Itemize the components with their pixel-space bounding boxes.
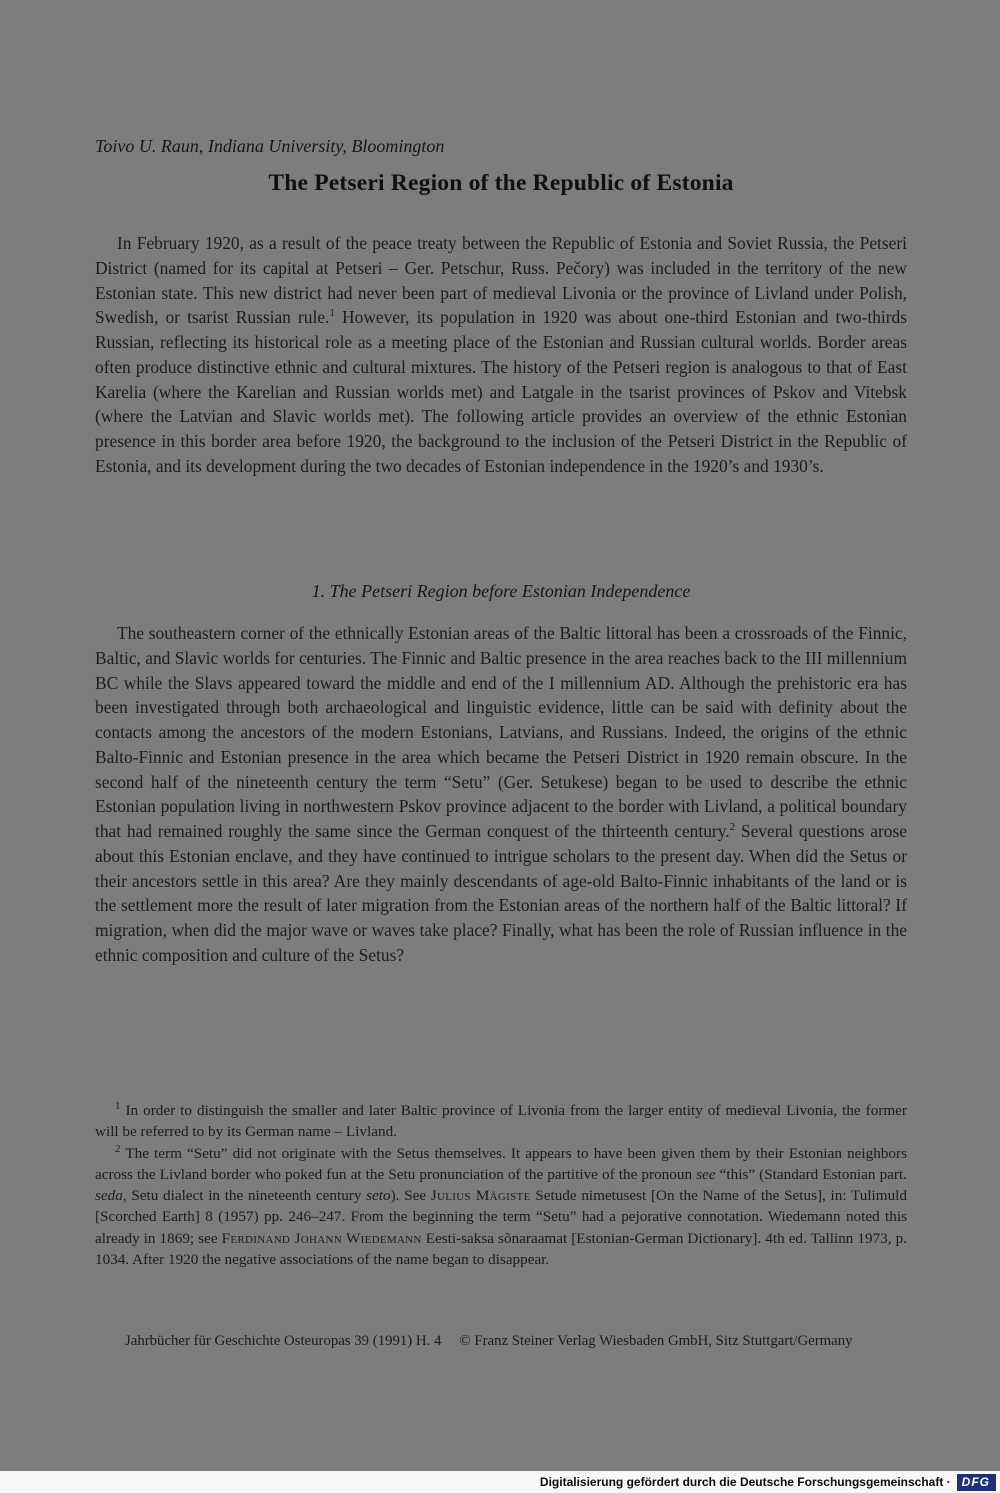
footnote-1-text: In order to distinguish the smaller and later Baltic province of Livonia from the larger entity of medieval Livonia, the former will be referred to by its German name – Livland. [95,1102,907,1141]
paragraph-text: The southeastern corner of the ethnically Estonian areas of the Baltic littoral has been a crossroads of the Finnic, Baltic, and Slavic worlds for centuries. The Finnic and Baltic presence in the area reaches back to the III millennium BC while the Slavs appeared toward the middle and end of the I millennium AD. Although the prehistoric era has been investigated through both archaeological and linguistic evidence, little can be said with definity about the contacts among the ancestors of the modern Estonians, Latvians, and Russians. Indeed, the origins of the ethnic Balto-Finnic and Estonian presence in the area which became the Petseri District in 1920 remain obscure. In the second half of the nineteenth century the term “Setu” (Ger. Setukese) began to be used to describe the ethnic Estonian population living in northwestern Pskov province adjacent to the border with Livland, a political boundary that had remained roughly the same since the German conquest of the thirteenth century. [95,623,907,841]
footnote-1 [95,1100,907,1143]
footnote-2-text: The term “Setu” did not originate with the Setus themselves. It appears to have been given them by their Estonian neighbors across the Livland border who poked fun at the Setu pronunciation of the partitive of the pronoun [95,1144,907,1183]
footnote-2-author-name: Julius Mägiste [430,1187,531,1205]
footnote-ref-2: 2 [729,821,736,834]
footnote-2-text: ). See [390,1187,431,1205]
footnote-2-text: Eesti-saksa sõnaraamat [Estonian-German Dictionary]. 4th ed. Tallinn 1973, p. 1034. After 1920 the negative associations of the name began to disappear. [95,1229,907,1269]
footnote-2-text: “this” (Standard Estonian part. [715,1165,907,1183]
footnotes-block [95,1100,907,1270]
footnote-2-text: Setude nimetusest [On the Name of the Setus], in: Tulimuld [Scorched Earth] 8 (1957) pp. 246–247. From the beginning the term “Setu” had a pejorative connotation. Wiedemann noted this already in 1869; see [95,1187,907,1247]
paragraph-section-1 [95,621,907,968]
paragraph-intro [95,231,907,479]
footnote-2-italic: see [696,1165,716,1183]
footnote-1-marker: 1 [115,1099,121,1112]
footnote-2-text: , Setu dialect in the nineteenth century [122,1187,367,1205]
digitization-credit-text: Digitalisierung gefördert durch die Deutsche Forschungsgemeinschaft · [539,1475,951,1489]
copyright-notice: © Franz Steiner Verlag Wiesbaden GmbH, Sitz Stuttgart/Germany [459,1333,853,1349]
footnote-2-author-name: Ferdinand Johann Wiedemann [221,1229,422,1247]
article-title: The Petseri Region of the Republic of Estonia [268,170,734,196]
dfg-logo: DFG [957,1474,996,1491]
journal-citation: Jahrbücher für Geschichte Osteuropas 39 (1991) H. 4 [125,1333,442,1349]
digitization-credit-bar [0,1471,1000,1493]
paragraph-text: However, its population in 1920 was about one-third Estonian and two-thirds Russian, reflecting its historical role as a meeting place of the Estonian and Russian cultural worlds. Border areas often produce distinctive ethnic and cultural mixtures. The history of the Petseri region is analogous to that of East Karelia (where the Karelian and Russian worlds met) and Latgale in the tsarist provinces of Pskov and Vitebsk (where the Latvian and Slavic worlds met). The following article provides an overview of the ethnic Estonian presence in this border area before 1920, the background to the inclusion of the Petseri District in the Republic of Estonia, and its development during the two decades of Estonian independence in the 1920’s and 1930’s. [95,307,907,476]
author-line: Toivo U. Raun, Indiana University, Bloomington [95,136,445,156]
footnote-2 [95,1143,907,1271]
journal-footer-line [125,1333,937,1350]
footnote-2-italic: seda [95,1187,123,1205]
footnote-ref-1: 1 [329,307,335,320]
section-heading: 1. The Petseri Region before Estonian Independence [311,581,691,601]
footnote-2-italic: seto [366,1187,391,1205]
paragraph-text: In February 1920, as a result of the peace treaty between the Republic of Estonia and Soviet Russia, the Petseri District (named for its capital at Petseri – Ger. Petschur, Russ. Pečory) was included in the territory of the new Estonian state. This new district had never been part of medieval Livonia or the province of Livland under Polish, Swedish, or tsarist Russian rule. [95,233,907,328]
paragraph-text: Several questions arose about this Estonian enclave, and they have continued to intrigue scholars to the present day. When did the Setus or their ancestors settle in this area? Are they mainly descendants of age-old Balto-Finnic inhabitants of the land or is the settlement more the result of later migration from the Estonian areas of the northern half of the Baltic littoral? If migration, when did the major wave or waves take place? Finally, what has been the role of Russian influence in the ethnic composition and culture of the Setus? [95,821,907,965]
footnote-2-marker: 2 [115,1142,121,1155]
